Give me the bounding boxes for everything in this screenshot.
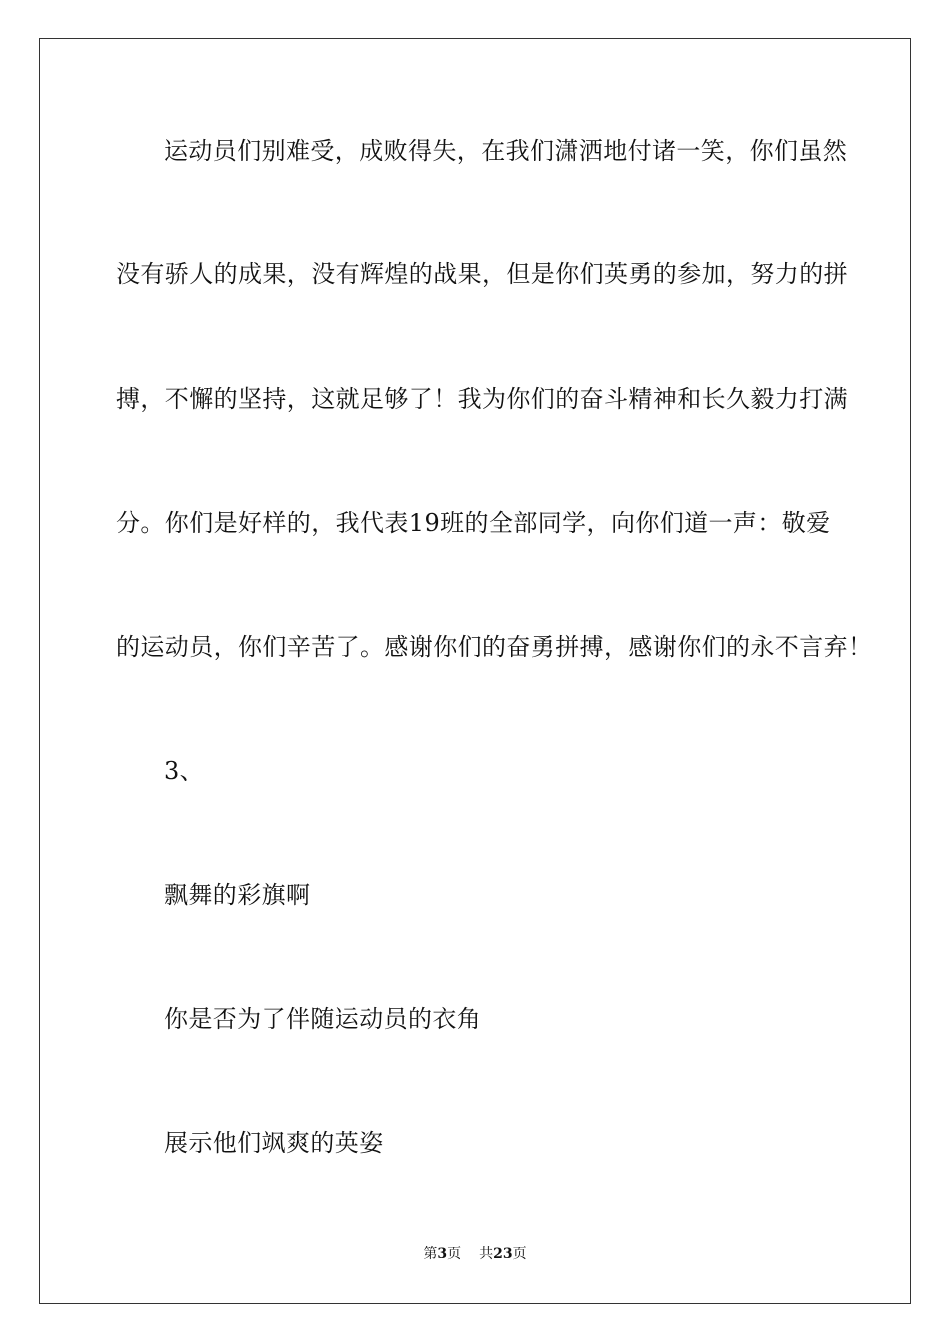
page-number: 3 bbox=[437, 1246, 448, 1262]
total-suffix: 页 bbox=[512, 1246, 527, 1262]
poem-line-2: 你是否为了伴随运动员的衣角 bbox=[164, 1005, 482, 1033]
page-prefix: 第 bbox=[423, 1246, 438, 1262]
poem-line-1: 飘舞的彩旗啊 bbox=[164, 881, 311, 909]
paragraph-line-5: 的运动员，你们辛苦了。感谢你们的奋勇拼搏，感谢你们的永不言弃！ bbox=[116, 633, 873, 661]
total-prefix: 共 bbox=[479, 1246, 494, 1262]
page-footer bbox=[0, 1244, 950, 1264]
paragraph-line-3: 搏，不懈的坚持，这就足够了！我为你们的奋斗精神和长久毅力打满 bbox=[116, 385, 848, 413]
page-suffix: 页 bbox=[447, 1246, 462, 1262]
paragraph-line-1: 运动员们别难受，成败得失，在我们潇洒地付诸一笑，你们虽然 bbox=[164, 137, 848, 165]
paragraph-line-4: 分。你们是好样的，我代表19班的全部同学，向你们道一声：敬爱 bbox=[116, 509, 831, 537]
paragraph-line-2: 没有骄人的成果，没有辉煌的战果，但是你们英勇的参加，努力的拼 bbox=[116, 260, 848, 288]
poem-line-3: 展示他们飒爽的英姿 bbox=[164, 1129, 384, 1157]
page-border bbox=[39, 38, 911, 1304]
total-pages: 23 bbox=[493, 1246, 513, 1262]
section-number: 3、 bbox=[164, 757, 205, 785]
